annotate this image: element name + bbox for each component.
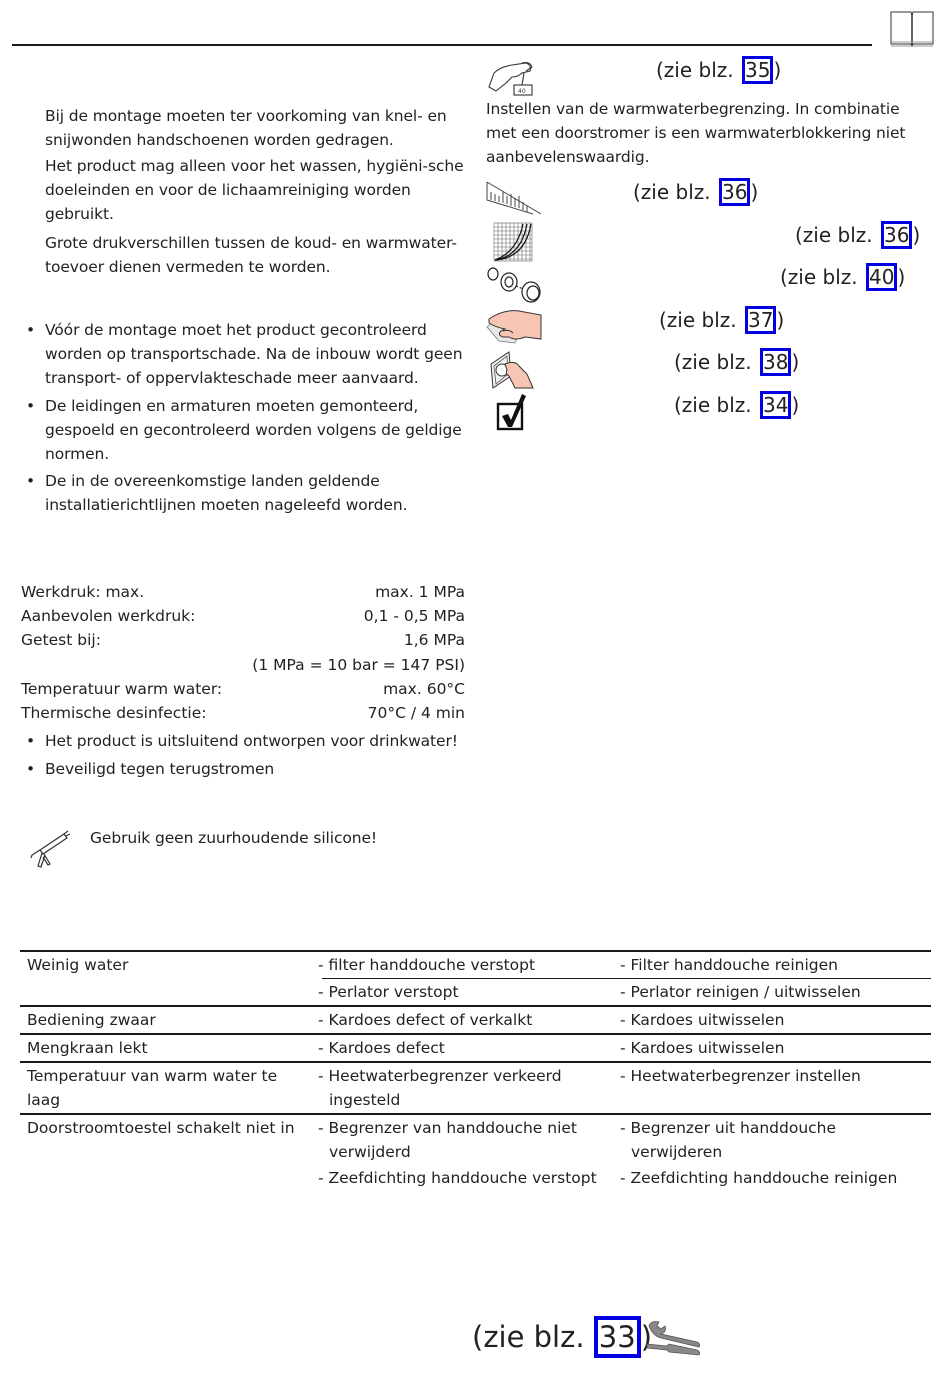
table-row: [20, 1006, 931, 1034]
remedy-cell: - Kardoes uitwisselen: [624, 1006, 931, 1034]
page-reference: [780, 263, 905, 291]
cleaning-hand-icon: [485, 307, 543, 345]
technical-specs-table: [21, 580, 465, 725]
page-reference: [674, 348, 799, 376]
ref-prefix: (zie blz.: [674, 393, 758, 417]
ref-prefix: (zie blz.: [633, 180, 717, 204]
silicone-warning: Gebruik geen zuurhoudende silicone!: [90, 829, 378, 847]
bullet-item: • De in de overeenkomstige landen geldende installatierichtlijnen moeten nageleefd worden.: [26, 469, 476, 517]
table-row: [20, 1034, 931, 1062]
problem-cell: [20, 979, 322, 1007]
page-link[interactable]: 37: [745, 306, 776, 334]
troubleshooting-table: [20, 950, 931, 1191]
page-reference: [633, 178, 758, 206]
spec-row: [21, 677, 465, 701]
spec-value: max. 1 MPa: [375, 583, 465, 601]
page-link[interactable]: 35: [742, 56, 773, 84]
remedy-cell: - Kardoes uitwisselen: [624, 1034, 931, 1062]
ref-prefix: (zie blz.: [780, 265, 864, 289]
remedy-cell: - Perlator reinigen / uitwisselen: [624, 979, 931, 1007]
spec-bullet-list: [26, 729, 476, 781]
cause-cell: - Heetwaterbegrenzer verkeerd ingesteld: [322, 1062, 624, 1114]
spare-parts-icon: [485, 264, 543, 304]
ref-prefix: (zie blz.: [656, 58, 740, 82]
cause-cell: - Kardoes defect: [322, 1034, 624, 1062]
page-reference: [659, 306, 784, 334]
page-link[interactable]: 36: [881, 221, 912, 249]
header-rule: [12, 44, 872, 46]
safety-paragraph: Het product mag alleen voor het wassen, hygiëni-sche doeleinden en voor de lichaamreiniging worden gebruikt.: [45, 157, 464, 224]
spec-value: 1,6 MPa: [403, 631, 465, 650]
remedy-cell: - Zeefdichting handdouche reinigen: [620, 1169, 898, 1187]
safety-paragraph: Grote drukverschillen tussen de koud- en warmwater-toevoer dienen vermeden te worden.: [45, 234, 457, 277]
cause-cell: - Perlator verstopt: [322, 979, 624, 1007]
dimensions-ruler-icon: [485, 180, 543, 218]
table-row: [20, 1165, 931, 1191]
spec-row: [21, 628, 465, 652]
spec-label: Thermische desinfectie:: [21, 704, 207, 723]
problem-cell: Weinig water: [20, 951, 322, 979]
spec-value: 70°C / 4 min: [367, 704, 465, 723]
page-reference: [656, 56, 781, 84]
table-row: [20, 1062, 931, 1114]
spec-row: [21, 604, 465, 628]
page-link[interactable]: 36: [719, 178, 750, 206]
page-link[interactable]: 34: [760, 391, 791, 419]
table-row: [20, 951, 931, 979]
spec-value: 0,1 - 0,5 MPa: [363, 607, 465, 626]
spec-row: [21, 653, 465, 677]
remedy-cell: - Heetwaterbegrenzer instellen: [624, 1062, 931, 1114]
ref-prefix: (zie blz.: [659, 308, 743, 332]
flow-diagram-icon: [493, 222, 533, 262]
table-row: [20, 979, 931, 1007]
ref-suffix: ): [773, 58, 782, 82]
installation-bullet-list: [26, 318, 476, 518]
spec-row: [21, 701, 465, 725]
spec-label: Aanbevolen werkdruk:: [21, 607, 196, 626]
cause-cell: - filter handdouche verstopt: [322, 951, 624, 979]
page-link[interactable]: 40: [866, 263, 897, 291]
temperature-limit-description: Instellen van de warmwaterbegrenzing. In combinatie met een doorstromer is een warmwaterblokkering niet aanbevelenswaardig.: [486, 100, 906, 167]
remedy-cell: - Filter handdouche reinigen: [624, 951, 931, 979]
problem-cell: Temperatuur van warm water te laag: [20, 1062, 322, 1114]
table-row: [20, 1114, 931, 1165]
ref-suffix: ): [897, 265, 906, 289]
svg-text:40: 40: [518, 88, 526, 95]
bullet-item: • Beveiligd tegen terugstromen: [26, 757, 476, 781]
cause-cell: - Zeefdichting handdouche verstopt: [318, 1169, 597, 1187]
problem-cell: Mengkraan lekt: [20, 1034, 322, 1062]
ref-prefix: (zie blz.: [472, 1320, 594, 1354]
ref-suffix: ): [791, 350, 800, 374]
spec-label: [21, 653, 237, 677]
ref-suffix: ): [791, 393, 800, 417]
footer-page-reference: [472, 1316, 652, 1358]
bullet-item: • De leidingen en armaturen moeten gemonteerd, gespoeld en gecontroleerd worden volgens de geldige normen.: [26, 394, 476, 467]
tools-wrench-screwdriver-icon: [645, 1318, 705, 1358]
remedy-cell: - Begrenzer uit handdouche verwijderen: [624, 1114, 931, 1165]
cause-cell: - Begrenzer van handdouche niet verwijderd: [322, 1114, 624, 1165]
ref-suffix: ): [776, 308, 785, 332]
problem-cell: Doorstroomtoestel schakelt niet in: [20, 1114, 322, 1165]
ref-prefix: (zie blz.: [674, 350, 758, 374]
ref-suffix: ): [750, 180, 759, 204]
spec-value: max. 60°C: [383, 679, 465, 698]
problem-cell: Bediening zwaar: [20, 1006, 322, 1034]
ref-prefix: (zie blz.: [795, 223, 879, 247]
spec-label: Werkdruk: max.: [21, 583, 145, 601]
page-link[interactable]: 38: [760, 348, 791, 376]
ref-suffix: ): [912, 223, 921, 247]
cause-cell: - Kardoes defect of verkalkt: [322, 1006, 624, 1034]
hand-temperature-adjust-icon: [486, 57, 536, 97]
page-reference: [795, 221, 920, 249]
page-link[interactable]: 33: [594, 1316, 641, 1358]
hand-operating-icon: [487, 350, 537, 390]
silicone-gun-icon: [26, 828, 72, 870]
safety-paragraph: Bij de montage moeten ter voorkoming van knel- en snijwonden handschoenen worden gedragen.: [45, 107, 447, 150]
spec-row: [21, 580, 465, 604]
spec-value: (1 MPa = 10 bar = 147 PSI): [252, 655, 465, 674]
spec-label: Getest bij:: [21, 631, 101, 650]
problem-cell: [20, 1165, 322, 1191]
checkbox-tick-icon: [496, 392, 530, 432]
open-book-icon: [889, 10, 935, 48]
bullet-item: • Het product is uitsluitend ontworpen voor drinkwater!: [26, 729, 476, 753]
spec-label: Temperatuur warm water:: [21, 679, 223, 698]
page-reference: [674, 391, 799, 419]
ref-suffix: ): [640, 1320, 653, 1354]
bullet-item: • Vóór de montage moet het product gecontroleerd worden op transportschade. Na de inbouw wordt geen transport- of oppervlakteschade meer aanvaard.: [26, 318, 476, 391]
